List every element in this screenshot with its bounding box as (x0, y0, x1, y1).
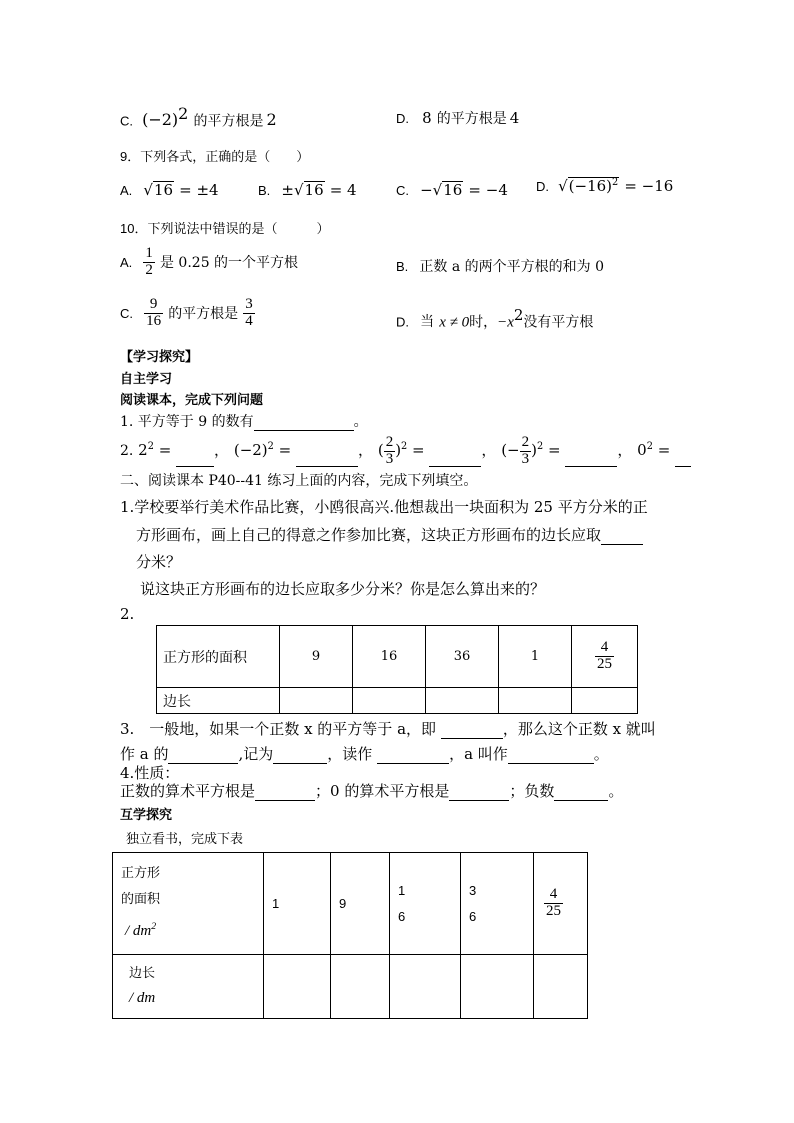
math-exponent: 2 (267, 441, 274, 452)
fraction-numerator: 3 (245, 296, 253, 312)
option-text: 时， (469, 314, 498, 331)
separator: ， (214, 441, 230, 459)
math-exponent: 2 (147, 441, 154, 452)
math-exponent: 2 (646, 441, 653, 452)
fraction-denominator: 16 (146, 312, 162, 329)
table-header (113, 853, 264, 955)
option-label: D. (536, 179, 549, 194)
answer-blank[interactable] (441, 723, 503, 739)
table-header: 正方形的面积 (157, 626, 280, 688)
part2-heading: 二、阅读课本 P40--41 练习上面的内容，完成下列填空。 (120, 473, 478, 489)
equals-sign: = (657, 441, 671, 459)
problem-text: 3. 一般地，如果一个正数 x 的平方等于 a，即 (120, 720, 437, 738)
fraction-numerator: 4 (544, 887, 563, 904)
math-rhs: = −16 (624, 177, 674, 195)
math-exponent: 2 (612, 177, 619, 188)
answer-cell[interactable] (280, 688, 353, 714)
fraction (144, 297, 163, 330)
option-text: 是 0.25 的一个平方根 (159, 254, 299, 271)
problem-3-line-2 (120, 743, 609, 764)
answer-blank[interactable] (255, 785, 315, 801)
math-rhs: = ±4 (179, 181, 219, 199)
q8-option-d (396, 108, 519, 128)
q9-option-b (258, 180, 357, 199)
problem-4-label: 4.性质： (120, 764, 180, 782)
header-line: 正方形 (121, 866, 161, 881)
answer-blank[interactable] (565, 451, 617, 467)
math-value: 4 (509, 109, 520, 127)
problem-text: 。 (608, 782, 624, 800)
math-exponent: 2 (178, 104, 189, 123)
problem-text: ；0 的算术平方根是 (315, 782, 450, 800)
fraction-numerator: 2 (385, 433, 394, 450)
problem-1-line-1: 1.学校要举行美术作品比赛，小鸥很高兴.他想裁出一块面积为 25 平方分米的正 (120, 498, 648, 516)
side-length-table (112, 852, 588, 1019)
equals-sign: = (158, 441, 172, 459)
fraction (384, 435, 396, 468)
separator: ， (617, 441, 633, 459)
math-condition: x ≠ 0 (439, 314, 470, 331)
problem-1-line-2 (136, 524, 643, 545)
answer-blank[interactable] (254, 416, 354, 431)
unit-exponent: 2 (151, 921, 157, 932)
q9-option-a (120, 180, 219, 199)
q10-option-b (396, 256, 604, 276)
option-label: D. (396, 314, 409, 330)
section-instruction: 阅读课本，完成下列问题 (120, 393, 264, 408)
math-exponent: 2 (513, 306, 524, 324)
answer-cell[interactable] (572, 688, 638, 714)
mutual-intro: 独立看书，完成下表 (126, 832, 244, 847)
unit-label: / dm (125, 923, 152, 939)
answer-blank[interactable] (675, 451, 691, 467)
answer-blank[interactable] (273, 748, 327, 764)
problem-1-line-4: 说这块正方形画布的边长应取多少分米？你是怎么算出来的？ (140, 580, 546, 598)
answer-cell[interactable] (426, 688, 499, 714)
table-cell: 36 (426, 626, 499, 688)
problem-2-label: 2. (120, 605, 135, 623)
item-end: 。 (353, 414, 368, 430)
problem-text: 作 a 的 (120, 745, 169, 763)
math-base: (−2) (233, 441, 268, 459)
q10-option-a (120, 246, 298, 279)
fraction-denominator: 25 (546, 903, 561, 919)
option-text: 的平方根是 (168, 305, 239, 322)
radical-sign: √ (432, 181, 443, 199)
cell-line: 6 (469, 908, 477, 924)
fraction (143, 246, 155, 279)
problem-1-line-3: 分米？ (136, 553, 182, 571)
math-exponent: 2 (536, 441, 544, 452)
option-label: C. (120, 113, 133, 129)
separator: ， (481, 441, 497, 459)
section-heading: 【学习探究】 (120, 350, 199, 365)
radicand: 16 (304, 181, 324, 199)
q9-option-c (396, 180, 508, 199)
problem-text: 方形画布，画上自己的得意之作参加比赛，这块正方形画布的边长应取 (136, 526, 602, 544)
mutual-heading: 互学探究 (120, 808, 173, 823)
option-text: 正数 a 的两个平方根的和为 0 (419, 259, 604, 275)
fraction (520, 435, 532, 468)
cell-line: 1 (398, 882, 406, 898)
equals-sign: = (278, 441, 292, 459)
radical-sign: √ (293, 181, 304, 199)
option-text: 当 (420, 314, 435, 331)
item-text: 1. 平方等于 9 的数有 (120, 414, 254, 430)
fraction-numerator: 4 (595, 640, 614, 657)
option-label: A. (120, 183, 133, 198)
math-base: (−2) (142, 110, 179, 130)
item-2: 2. $2^2$ = ， $(-2)^2$ = ， ( $\frac{2}{3}$ )$^2$ = ， (− $\frac{2}{3}$ )$^2$ = ， $0^2$ = (120, 434, 691, 467)
fraction-numerator: 9 (144, 297, 163, 314)
unit-label: / dm (129, 990, 156, 1006)
fraction (243, 297, 255, 330)
answer-blank[interactable] (377, 748, 449, 764)
option-label: D. (396, 111, 409, 126)
option-label: A. (120, 254, 133, 270)
option-label: C. (120, 305, 133, 321)
fraction-numerator: 1 (145, 245, 153, 261)
fraction (595, 640, 614, 673)
equals-sign: = (547, 441, 561, 459)
problem-text: 正数的算术平方根是 (120, 782, 256, 800)
table-cell: 16 (353, 626, 426, 688)
table-cell: 9 (280, 626, 353, 688)
answer-blank[interactable] (554, 785, 608, 801)
table-cell (461, 853, 534, 955)
q10-option-c (120, 297, 255, 330)
area-table (156, 625, 638, 714)
table-cell: 9 (331, 853, 390, 955)
answer-cell[interactable] (499, 688, 572, 714)
answer-cell[interactable] (461, 955, 534, 1019)
problem-4-line (120, 780, 623, 801)
fraction-numerator: 2 (521, 433, 530, 450)
fraction-denominator: 3 (521, 450, 530, 467)
math-exponent: 2 (401, 441, 408, 452)
math-base: 2 (138, 441, 148, 459)
answer-blank[interactable] (176, 451, 214, 467)
radicand: 16 (153, 181, 174, 199)
header-line: 边长 (129, 966, 156, 981)
answer-blank[interactable] (449, 785, 509, 801)
option-text: 的平方根是 (193, 113, 264, 130)
table-cell (534, 853, 588, 955)
table-header (113, 955, 264, 1019)
problem-text: ,记为 (238, 745, 274, 763)
problem-text: ，那么这个正数 x 就叫 (502, 720, 656, 738)
q10-option-d (396, 306, 593, 331)
table-cell (572, 626, 638, 688)
fraction (544, 887, 563, 920)
fraction-denominator: 25 (597, 656, 612, 672)
math-rhs: = −4 (468, 181, 508, 199)
math-base: 0 (637, 441, 647, 459)
answer-cell[interactable] (331, 955, 390, 1019)
radical-sign: √ (143, 181, 153, 199)
radicand: 16 (443, 181, 463, 199)
option-label: B. (396, 259, 409, 274)
math-rhs: = 4 (329, 181, 357, 199)
problem-3-line-1 (120, 718, 656, 739)
problem-text: ，a 叫作 (449, 745, 508, 763)
item-1 (120, 411, 368, 431)
math-value: 2 (266, 110, 277, 130)
table-header: 边长 (157, 688, 280, 714)
answer-cell[interactable] (534, 955, 588, 1019)
problem-text: ，读作 (327, 745, 373, 763)
q9-stem: 9．下列各式，正确的是（ ） (120, 149, 310, 164)
table-cell (390, 853, 461, 955)
fraction-denominator: 3 (385, 450, 394, 467)
cell-line: 6 (398, 908, 406, 924)
radical-sign: √ (558, 177, 568, 195)
section-subheading: 自主学习 (120, 372, 173, 387)
option-text: 的平方根是 (436, 111, 507, 127)
fraction-denominator: 2 (145, 261, 153, 278)
table-cell: 1 (499, 626, 572, 688)
answer-blank[interactable] (508, 748, 594, 764)
q9-option-d (536, 176, 673, 195)
option-label: C. (396, 183, 409, 198)
problem-text: ；负数 (509, 782, 555, 800)
item-number: 2. (120, 443, 134, 459)
answer-cell[interactable] (264, 955, 331, 1019)
table-cell: 1 (264, 853, 331, 955)
option-text: 没有平方根 (523, 314, 594, 331)
answer-blank[interactable] (296, 451, 358, 467)
answer-cell[interactable] (353, 688, 426, 714)
answer-cell[interactable] (390, 955, 461, 1019)
fraction-denominator: 4 (245, 312, 253, 329)
cell-line: 3 (469, 882, 477, 898)
problem-text: 。 (593, 745, 609, 763)
answer-blank[interactable] (429, 451, 481, 467)
math-sign: ± (281, 181, 294, 199)
math-value: 8 (422, 109, 432, 127)
option-label: B. (258, 183, 271, 198)
equals-sign: = (412, 441, 425, 459)
radicand: (−16) (568, 177, 613, 195)
header-line: 的面积 (121, 892, 161, 907)
q8-option-c (120, 104, 277, 130)
math-sign: − (420, 181, 433, 199)
q10-stem: 10．下列说法中错误的是（ ） (120, 221, 330, 236)
math-expression: −x (497, 314, 514, 331)
answer-blank[interactable] (601, 529, 643, 545)
separator: ， (358, 441, 374, 459)
